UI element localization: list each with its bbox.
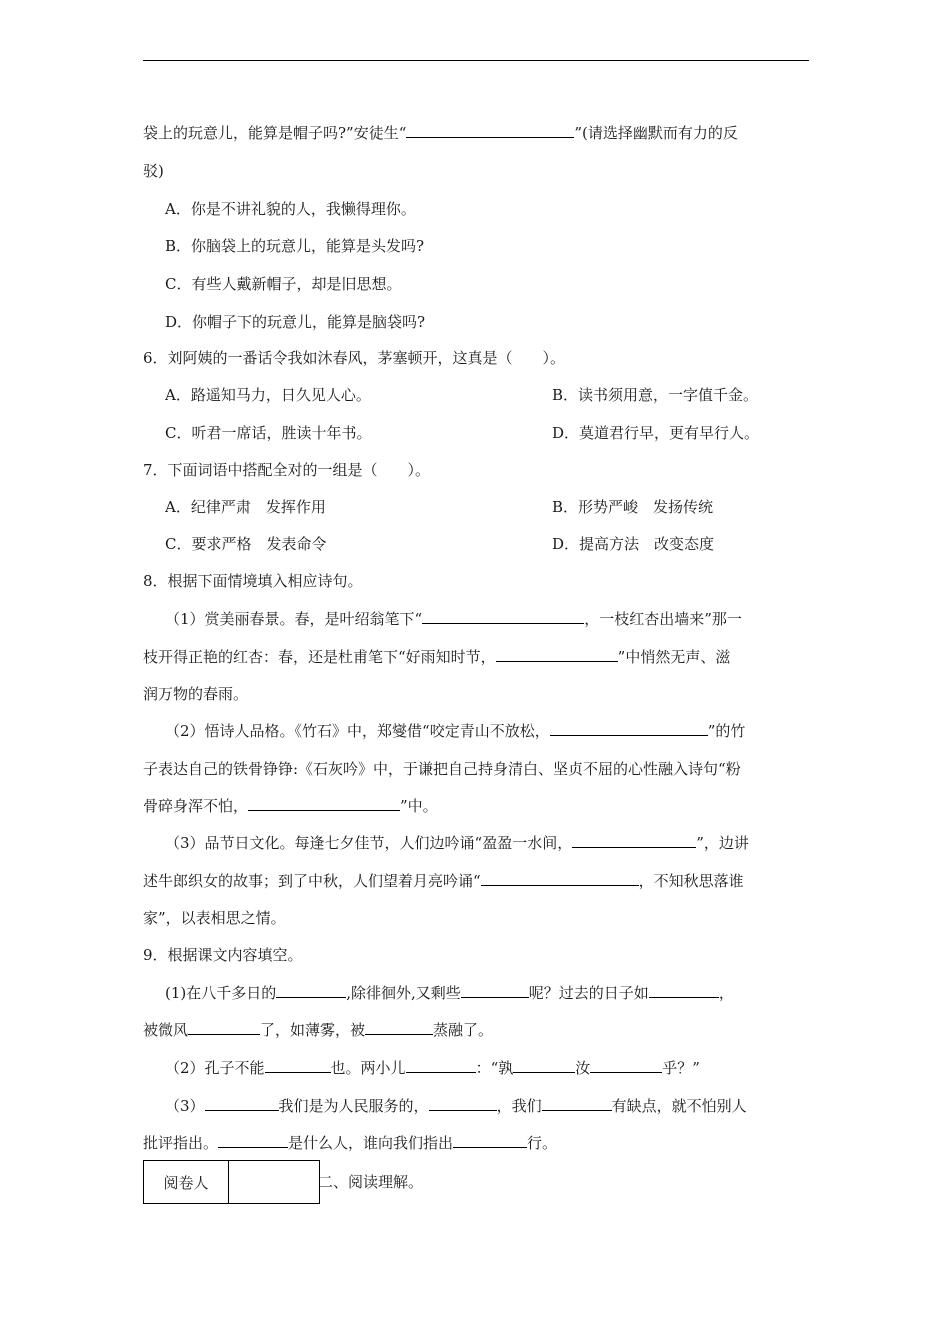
q5-option-b: B．你脑袋上的玩意儿，能算是头发吗? xyxy=(165,237,425,255)
q8-p2-line3 xyxy=(143,794,438,818)
q9-p3-text-e: 批评指出。 xyxy=(143,1134,219,1152)
q9-p3-text-g: 行。 xyxy=(527,1134,558,1152)
q7-option-d: D．提高方法 改变态度 xyxy=(552,535,715,553)
grader-score-cell[interactable] xyxy=(229,1161,320,1204)
q9-p1-line2 xyxy=(143,1018,493,1042)
q9-blank-3[interactable] xyxy=(649,981,719,998)
q9-p2-text-a: （2）孔子不能 xyxy=(165,1059,265,1077)
q5-option-d: D．你帽子下的玩意儿，能算是脑袋吗? xyxy=(165,313,426,331)
q8-p2-text-a: （2）悟诗人品格。《竹石》中，郑燮借“咬定青山不放松， xyxy=(165,722,550,740)
q9-blank-14[interactable] xyxy=(453,1131,527,1148)
q9-p2-text-b: 也。两小儿 xyxy=(330,1059,406,1077)
section-2-title: 二、阅读理解。 xyxy=(318,1173,424,1191)
q7-option-a: A．纪律严肃 发挥作用 xyxy=(165,498,326,516)
q9-p1-text-e: 被微风 xyxy=(143,1021,189,1039)
q8-p3-line3: 家”，以表相思之情。 xyxy=(143,909,286,927)
q6-option-d: D．莫道君行早，更有早行人。 xyxy=(552,424,760,442)
q5-text-a: 袋上的玩意儿，能算是帽子吗?”安徒生“ xyxy=(143,124,407,142)
q9-blank-8[interactable] xyxy=(513,1056,575,1073)
q9-p2-line xyxy=(165,1056,700,1080)
q8-p3-text-a: （3）品节日文化。每逢七夕佳节，人们边吟诵“盈盈一水间， xyxy=(165,834,573,852)
q9-p2-text-d: 汝 xyxy=(575,1059,591,1077)
q8-p1-line3: 润万物的春雨。 xyxy=(143,685,249,703)
q9-p1-text-b: ,除徘徊外,又剩些 xyxy=(346,984,461,1002)
q9-p1-text-c: 呢？过去的日子如 xyxy=(528,984,649,1002)
q8-p3-line1 xyxy=(165,831,749,855)
q9-p2-text-c: ：“孰 xyxy=(475,1059,514,1077)
q8-p1-text-a: （1）赏美丽春景。春，是叶绍翁笔下“ xyxy=(165,610,423,628)
q9-blank-1[interactable] xyxy=(276,981,346,998)
q9-p3-text-a: （3） xyxy=(165,1097,205,1115)
q9-blank-13[interactable] xyxy=(218,1131,288,1148)
q9-p3-text-d: 有缺点，就不怕别人 xyxy=(611,1097,747,1115)
q9-blank-12[interactable] xyxy=(542,1094,612,1111)
q9-p1-text-d: ， xyxy=(718,984,734,1002)
q9-p1-text-f: 了，如薄雾，被 xyxy=(260,1021,366,1039)
q8-p3-text-c: 述牛郎织女的故事；到了中秋，人们望着月亮吟诵“ xyxy=(143,872,481,890)
q5-line2: 驳) xyxy=(143,162,164,180)
q9-p1-line1 xyxy=(165,981,734,1005)
q8-p1-line1 xyxy=(165,607,742,631)
q8-p2-text-b: ”的竹 xyxy=(707,722,746,740)
q8-blank-6[interactable] xyxy=(481,869,639,886)
q9-p2-text-e: 乎？” xyxy=(662,1059,700,1077)
q7-stem: 7．下面词语中搭配全对的一组是（ ）。 xyxy=(143,461,431,479)
q9-blank-9[interactable] xyxy=(590,1056,662,1073)
q5-option-a: A．你是不讲礼貌的人，我懒得理你。 xyxy=(165,200,416,218)
grader-label: 阅卷人 xyxy=(144,1161,229,1204)
q6-option-c: C．听君一席话，胜读十年书。 xyxy=(165,424,372,442)
q8-p3-text-d: ，不知秋思落谁 xyxy=(638,872,744,890)
q9-blank-7[interactable] xyxy=(406,1056,476,1073)
q7-option-c: C．要求严格 发表命令 xyxy=(165,535,327,553)
q5-blank[interactable] xyxy=(406,121,574,138)
q8-stem: 8．根据下面情境填入相应诗句。 xyxy=(143,572,363,590)
q9-p3-text-b: 我们是为人民服务的， xyxy=(278,1097,429,1115)
q8-p2-text-e: ”中。 xyxy=(400,797,438,815)
q8-p2-line2: 子表达自己的铁骨铮铮:《石灰吟》中，于谦把自己持身清白、坚贞不屈的心性融入诗句“粉 xyxy=(143,760,741,778)
q9-blank-4[interactable] xyxy=(188,1018,260,1035)
q6-stem: 6．刘阿姨的一番话令我如沐春风，茅塞顿开，这真是（ ）。 xyxy=(143,349,566,367)
q9-p3-text-c: ，我们 xyxy=(496,1097,542,1115)
q9-p3-line1 xyxy=(165,1094,747,1118)
q9-blank-2[interactable] xyxy=(461,981,529,998)
q5-option-c: C．有些人戴新帽子，却是旧思想。 xyxy=(165,275,402,293)
q8-p1-line2 xyxy=(143,645,730,669)
q9-blank-6[interactable] xyxy=(265,1056,331,1073)
q9-blank-5[interactable] xyxy=(365,1018,433,1035)
q7-option-b: B．形势严峻 发扬传统 xyxy=(552,498,714,516)
q9-p1-text-a: (1)在八千多日的 xyxy=(165,984,277,1002)
q8-blank-2[interactable] xyxy=(496,645,618,662)
q8-p2-text-d: 骨碎身浑不怕， xyxy=(143,797,249,815)
q9-p3-line2 xyxy=(143,1131,557,1155)
q8-p1-text-b: ，一枝红杏出墙来”那一 xyxy=(584,610,742,628)
q5-text-b: ”(请选择幽默而有力的反 xyxy=(574,124,738,142)
q8-blank-4[interactable] xyxy=(248,794,400,811)
q8-blank-1[interactable] xyxy=(422,607,584,624)
q9-blank-10[interactable] xyxy=(205,1094,279,1111)
q8-p2-line1 xyxy=(165,719,745,743)
q5-line1 xyxy=(143,121,738,145)
q8-p1-text-c: 枝开得正艳的红杏：春，还是杜甫笔下“好雨知时节， xyxy=(143,648,496,666)
q6-option-a: A．路遥知马力，日久见人心。 xyxy=(165,386,371,404)
q9-p1-text-g: 蒸融了。 xyxy=(433,1021,494,1039)
header-rule xyxy=(143,60,809,61)
q9-p3-text-f: 是什么人，谁向我们指出 xyxy=(288,1134,454,1152)
q8-p3-line2 xyxy=(143,869,744,893)
q9-blank-11[interactable] xyxy=(429,1094,497,1111)
q8-p3-text-b: ”，边讲 xyxy=(696,834,749,852)
q8-blank-3[interactable] xyxy=(550,719,708,736)
q8-p1-text-d: ”中悄然无声、滋 xyxy=(617,648,731,666)
grader-table xyxy=(143,1160,320,1204)
q6-option-b: B．读书须用意，一字值千金。 xyxy=(552,386,759,404)
q8-blank-5[interactable] xyxy=(572,831,696,848)
q9-stem: 9．根据课文内容填空。 xyxy=(143,946,303,964)
